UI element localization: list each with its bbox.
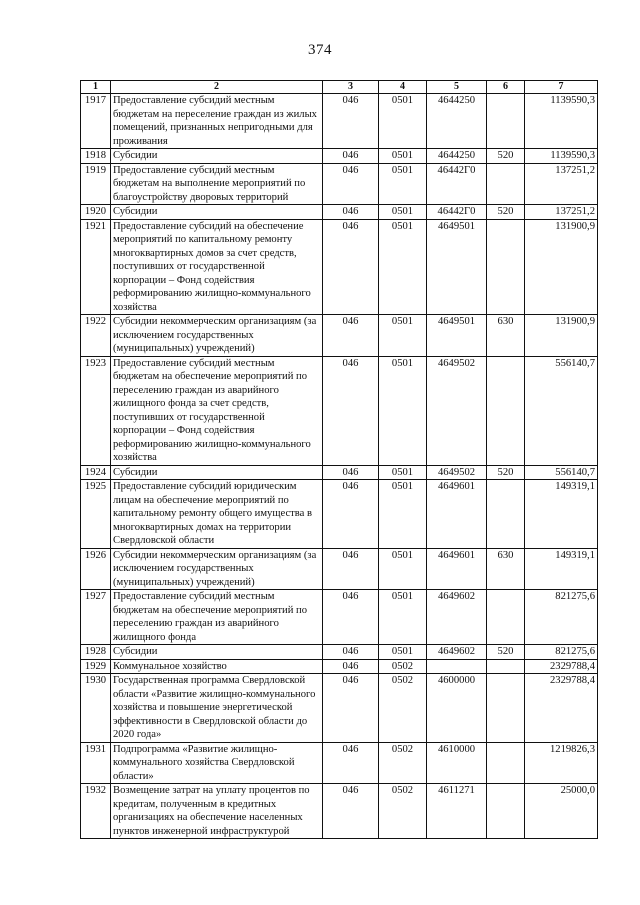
row-name: Предоставление субсидий юридическим лицам на обеспечение мероприятий по капитальному ремонту общего имущества в многоквартирных домах на территории Свердловской области <box>111 480 323 549</box>
row-name: Субсидии <box>111 149 323 164</box>
ministry-code: 046 <box>323 784 379 839</box>
row-number: 1931 <box>81 742 111 784</box>
ministry-code: 046 <box>323 548 379 590</box>
table-row <box>81 465 598 480</box>
row-name: Предоставление субсидий местным бюджетам на выполнение мероприятий по благоустройству дворовых территорий <box>111 163 323 205</box>
table-row <box>81 149 598 164</box>
table-row <box>81 590 598 645</box>
amount: 2329788,4 <box>525 659 598 674</box>
section-code: 0501 <box>379 219 427 315</box>
amount: 149319,1 <box>525 548 598 590</box>
target-article-code: 4649502 <box>427 465 487 480</box>
ministry-code: 046 <box>323 315 379 357</box>
table-row <box>81 205 598 220</box>
column-header: 4 <box>379 81 427 94</box>
amount: 149319,1 <box>525 480 598 549</box>
row-number: 1918 <box>81 149 111 164</box>
row-name: Субсидии <box>111 645 323 660</box>
amount: 821275,6 <box>525 645 598 660</box>
row-number: 1920 <box>81 205 111 220</box>
table-row <box>81 315 598 357</box>
budget-table <box>80 80 598 839</box>
section-code: 0501 <box>379 590 427 645</box>
ministry-code: 046 <box>323 480 379 549</box>
section-code: 0501 <box>379 480 427 549</box>
target-article-code <box>427 659 487 674</box>
section-code: 0502 <box>379 674 427 743</box>
table-row <box>81 659 598 674</box>
table-row <box>81 548 598 590</box>
amount: 2329788,4 <box>525 674 598 743</box>
section-code: 0501 <box>379 548 427 590</box>
expense-type-code <box>487 590 525 645</box>
target-article-code: 46442Г0 <box>427 163 487 205</box>
amount: 1139590,3 <box>525 149 598 164</box>
row-number: 1927 <box>81 590 111 645</box>
table-body <box>81 94 598 839</box>
column-header: 6 <box>487 81 525 94</box>
section-code: 0501 <box>379 315 427 357</box>
section-code: 0502 <box>379 742 427 784</box>
ministry-code: 046 <box>323 674 379 743</box>
ministry-code: 046 <box>323 465 379 480</box>
row-number: 1926 <box>81 548 111 590</box>
section-code: 0501 <box>379 356 427 465</box>
table-row <box>81 674 598 743</box>
page-number: 374 <box>308 42 332 58</box>
target-article-code: 4649501 <box>427 219 487 315</box>
row-number: 1930 <box>81 674 111 743</box>
expense-type-code <box>487 356 525 465</box>
row-name: Субсидии <box>111 205 323 220</box>
row-name: Предоставление субсидий местным бюджетам на обеспечение мероприятий по переселению граждан из аварийного жилищного фонда за счет средств, поступивших от государственной корпорации – Фонд содействия реформированию жилищно-коммунального хозяйства <box>111 356 323 465</box>
row-name: Предоставление субсидий на обеспечение мероприятий по капитальному ремонту многоквартирных домов за счет средств, поступивших от государственной корпорации – Фонд содействия реформированию жилищно-коммунального хозяйства <box>111 219 323 315</box>
amount: 137251,2 <box>525 205 598 220</box>
section-code: 0501 <box>379 163 427 205</box>
section-code: 0501 <box>379 465 427 480</box>
table-row <box>81 94 598 149</box>
amount: 131900,9 <box>525 219 598 315</box>
table-row <box>81 219 598 315</box>
expense-type-code <box>487 219 525 315</box>
row-name: Возмещение затрат на уплату процентов по кредитам, полученным в кредитных организациях на обеспечение населенных пунктов инженерной инфраструктурой <box>111 784 323 839</box>
row-name: Субсидии некоммерческим организациям (за исключением государственных (муниципальных) учреждений) <box>111 315 323 357</box>
column-header: 1 <box>81 81 111 94</box>
section-code: 0501 <box>379 645 427 660</box>
target-article-code: 4600000 <box>427 674 487 743</box>
section-code: 0501 <box>379 94 427 149</box>
row-number: 1925 <box>81 480 111 549</box>
row-number: 1924 <box>81 465 111 480</box>
amount: 556140,7 <box>525 465 598 480</box>
expense-type-code: 520 <box>487 205 525 220</box>
column-header: 7 <box>525 81 598 94</box>
row-number: 1929 <box>81 659 111 674</box>
section-code: 0502 <box>379 659 427 674</box>
ministry-code: 046 <box>323 205 379 220</box>
table-row <box>81 784 598 839</box>
target-article-code: 4649501 <box>427 315 487 357</box>
expense-type-code <box>487 480 525 549</box>
row-name: Предоставление субсидий местным бюджетам на переселение граждан из жилых помещений, признанных непригодными для проживания <box>111 94 323 149</box>
expense-type-code <box>487 659 525 674</box>
target-article-code: 4649602 <box>427 645 487 660</box>
ministry-code: 046 <box>323 590 379 645</box>
target-article-code: 4649602 <box>427 590 487 645</box>
section-code: 0501 <box>379 149 427 164</box>
expense-type-code: 630 <box>487 315 525 357</box>
table-row <box>81 480 598 549</box>
expense-type-code <box>487 784 525 839</box>
row-name: Предоставление субсидий местным бюджетам на обеспечение мероприятий по переселению граждан из аварийного жилищного фонда <box>111 590 323 645</box>
section-code: 0502 <box>379 784 427 839</box>
row-number: 1919 <box>81 163 111 205</box>
table-row <box>81 742 598 784</box>
amount: 137251,2 <box>525 163 598 205</box>
amount: 25000,0 <box>525 784 598 839</box>
table-header-row <box>81 81 598 94</box>
table-row <box>81 645 598 660</box>
ministry-code: 046 <box>323 356 379 465</box>
section-code: 0501 <box>379 205 427 220</box>
ministry-code: 046 <box>323 219 379 315</box>
row-number: 1932 <box>81 784 111 839</box>
target-article-code: 4644250 <box>427 94 487 149</box>
amount: 1219826,3 <box>525 742 598 784</box>
column-header: 3 <box>323 81 379 94</box>
table-row <box>81 163 598 205</box>
target-article-code: 4649601 <box>427 480 487 549</box>
ministry-code: 046 <box>323 645 379 660</box>
expense-type-code: 520 <box>487 645 525 660</box>
target-article-code: 4649601 <box>427 548 487 590</box>
row-name: Субсидии некоммерческим организациям (за исключением государственных (муниципальных) учреждений) <box>111 548 323 590</box>
column-header: 5 <box>427 81 487 94</box>
column-header: 2 <box>111 81 323 94</box>
target-article-code: 4644250 <box>427 149 487 164</box>
target-article-code: 4649502 <box>427 356 487 465</box>
expense-type-code <box>487 674 525 743</box>
expense-type-code <box>487 742 525 784</box>
amount: 821275,6 <box>525 590 598 645</box>
expense-type-code: 520 <box>487 149 525 164</box>
row-name: Государственная программа Свердловской области «Развитие жилищно-коммунального хозяйства и повышение энергетической эффективности в Свердловской области до 2020 года» <box>111 674 323 743</box>
expense-type-code: 520 <box>487 465 525 480</box>
row-name: Коммунальное хозяйство <box>111 659 323 674</box>
row-number: 1922 <box>81 315 111 357</box>
ministry-code: 046 <box>323 149 379 164</box>
row-number: 1917 <box>81 94 111 149</box>
row-number: 1921 <box>81 219 111 315</box>
ministry-code: 046 <box>323 163 379 205</box>
expense-type-code <box>487 94 525 149</box>
amount: 131900,9 <box>525 315 598 357</box>
table-row <box>81 356 598 465</box>
target-article-code: 4610000 <box>427 742 487 784</box>
amount: 1139590,3 <box>525 94 598 149</box>
row-name: Субсидии <box>111 465 323 480</box>
ministry-code: 046 <box>323 659 379 674</box>
amount: 556140,7 <box>525 356 598 465</box>
ministry-code: 046 <box>323 742 379 784</box>
row-number: 1923 <box>81 356 111 465</box>
expense-type-code <box>487 163 525 205</box>
row-number: 1928 <box>81 645 111 660</box>
target-article-code: 4611271 <box>427 784 487 839</box>
ministry-code: 046 <box>323 94 379 149</box>
expense-type-code: 630 <box>487 548 525 590</box>
target-article-code: 46442Г0 <box>427 205 487 220</box>
row-name: Подпрограмма «Развитие жилищно-коммунального хозяйства Свердловской области» <box>111 742 323 784</box>
